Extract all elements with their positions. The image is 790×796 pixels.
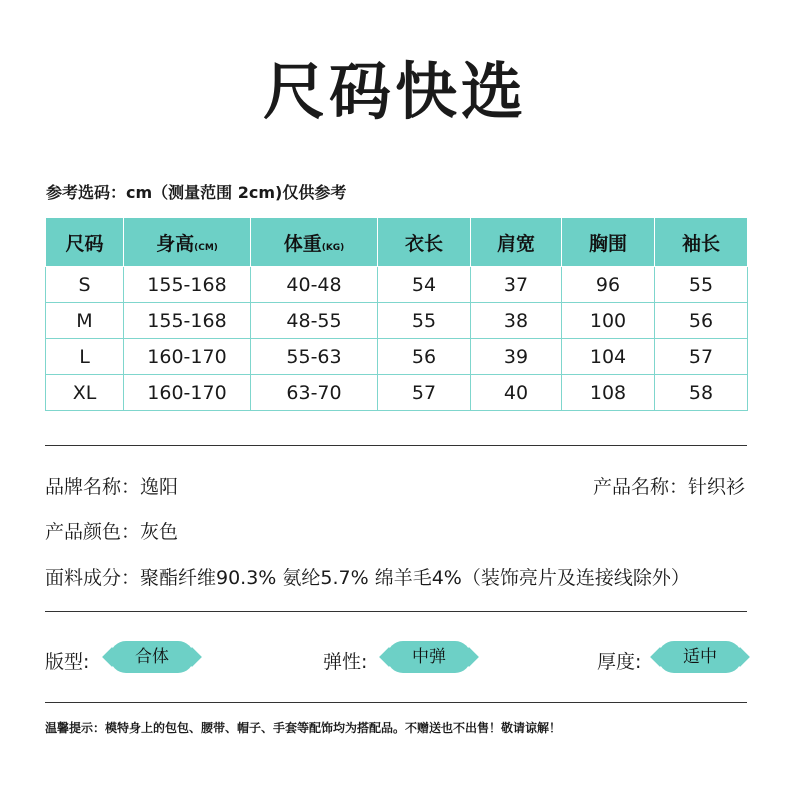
table-cell: M xyxy=(46,303,124,339)
table-cell: 40 xyxy=(471,375,562,411)
table-cell: 56 xyxy=(378,339,471,375)
table-cell: 155-168 xyxy=(124,267,251,303)
table-cell: 96 xyxy=(562,267,655,303)
page-title: 尺码快选 xyxy=(262,55,527,128)
reference-note: 参考选码：cm（测量范围 2cm)仅供参考 xyxy=(46,183,347,202)
table-cell: 55 xyxy=(655,267,748,303)
warm-tip: 温馨提示：模特身上的包包、腰带、帽子、手套等配饰均为搭配品。不赠送也不出售！敬请谅解！ xyxy=(45,721,562,735)
header-size: 尺码 xyxy=(46,218,124,267)
divider-bottom xyxy=(45,702,747,703)
product-name: 产品名称：针织衫 xyxy=(592,476,745,498)
table-header-row xyxy=(46,218,748,267)
table-cell: 108 xyxy=(562,375,655,411)
table-cell: 160-170 xyxy=(124,375,251,411)
table-cell: 39 xyxy=(471,339,562,375)
table-cell: 160-170 xyxy=(124,339,251,375)
header-shoulder: 肩宽 xyxy=(471,218,562,267)
table-cell: 58 xyxy=(655,375,748,411)
header-chest: 胸围 xyxy=(562,218,655,267)
fit-label: 版型: xyxy=(45,651,90,673)
table-cell: 57 xyxy=(655,339,748,375)
material-composition: 面料成分：聚酯纤维90.3% 氨纶5.7% 绵羊毛4%（装饰亮片及连接线除外） xyxy=(45,567,690,589)
elasticity-label: 弹性: xyxy=(323,651,368,673)
brand-name: 品牌名称：逸阳 xyxy=(45,476,179,498)
table-cell: 54 xyxy=(378,267,471,303)
table-row xyxy=(46,303,748,339)
header-weight: 体重(KG) xyxy=(251,218,378,267)
divider-middle xyxy=(45,611,747,612)
fit-badge: 合体 xyxy=(110,641,194,673)
elasticity-badge: 中弹 xyxy=(387,641,471,673)
table-cell: 104 xyxy=(562,339,655,375)
table-cell: 55-63 xyxy=(251,339,378,375)
header-length: 衣长 xyxy=(378,218,471,267)
table-row xyxy=(46,267,748,303)
table-cell: 56 xyxy=(655,303,748,339)
table-cell: 40-48 xyxy=(251,267,378,303)
table-cell: 57 xyxy=(378,375,471,411)
thickness-badge: 适中 xyxy=(658,641,742,673)
thickness-label: 厚度: xyxy=(597,651,642,673)
divider-top xyxy=(45,445,747,446)
table-cell: 48-55 xyxy=(251,303,378,339)
header-height: 身高(CM) xyxy=(124,218,251,267)
product-color: 产品颜色：灰色 xyxy=(45,521,179,543)
table-cell: 100 xyxy=(562,303,655,339)
table-cell: 155-168 xyxy=(124,303,251,339)
table-cell: XL xyxy=(46,375,124,411)
table-row xyxy=(46,339,748,375)
table-cell: 63-70 xyxy=(251,375,378,411)
table-cell: S xyxy=(46,267,124,303)
table-row xyxy=(46,375,748,411)
table-cell: 38 xyxy=(471,303,562,339)
size-chart-table xyxy=(45,217,748,411)
table-cell: 55 xyxy=(378,303,471,339)
table-cell: 37 xyxy=(471,267,562,303)
header-sleeve: 袖长 xyxy=(655,218,748,267)
table-cell: L xyxy=(46,339,124,375)
